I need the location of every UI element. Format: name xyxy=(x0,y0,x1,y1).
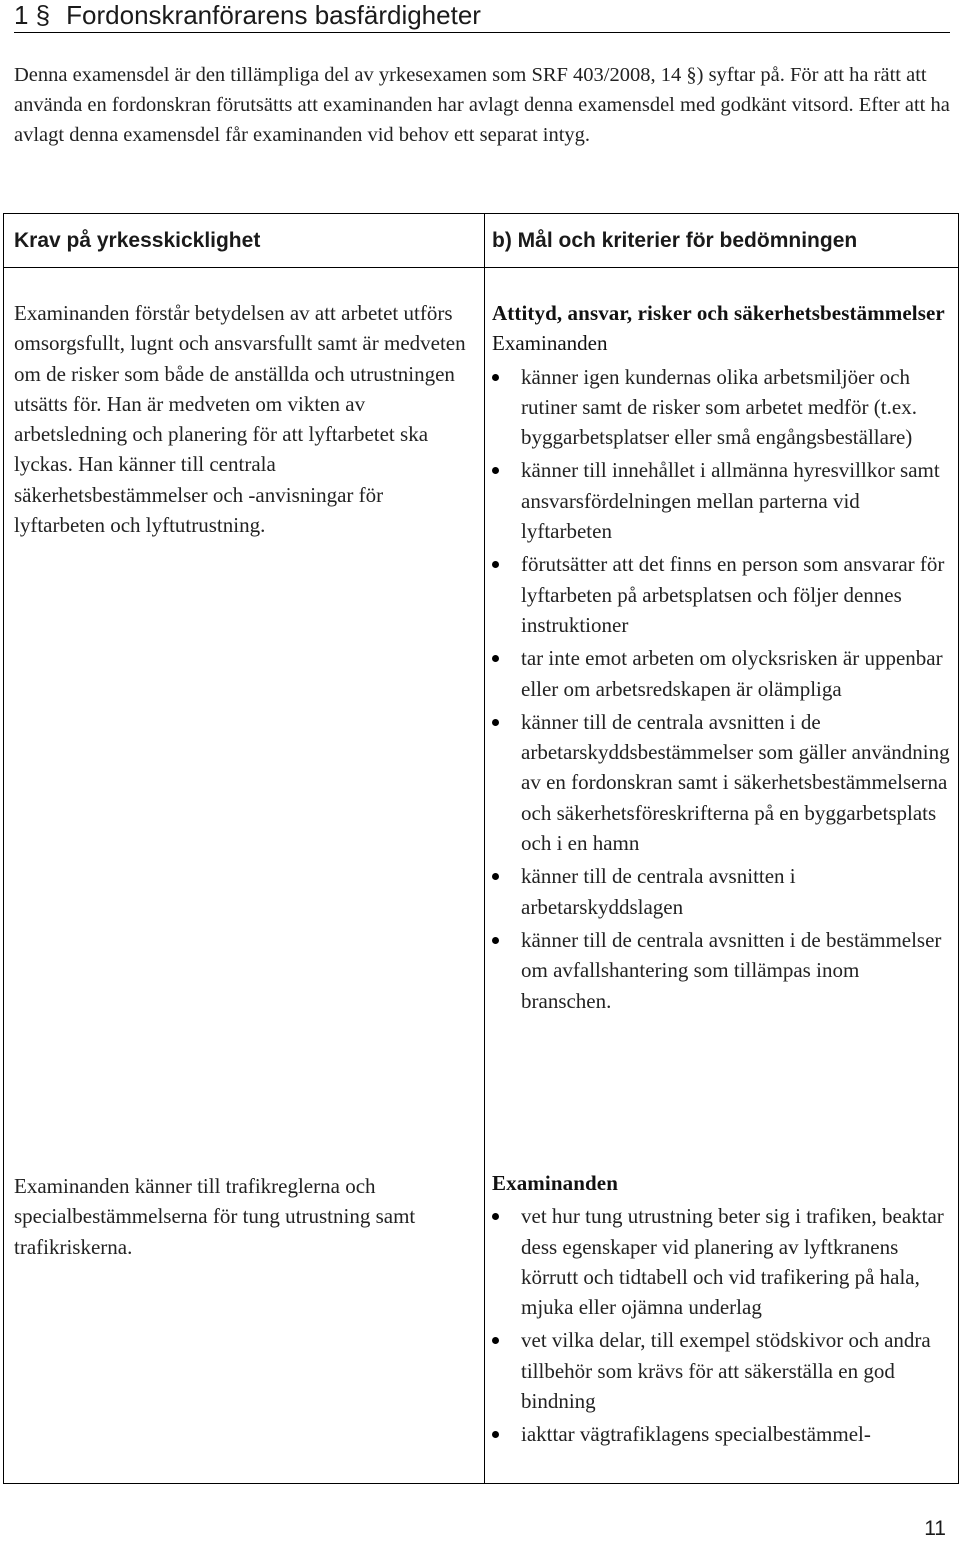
table-body-row xyxy=(4,268,959,1484)
list-item: känner till innehållet i allmänna hyresvillkor samt ansvarsfördelningen mellan parterna vid lyftarbeten xyxy=(492,455,952,546)
intro-paragraph: Denna examensdel är den tillämpliga del av yrkesexamen som SRF 403/2008, 14 §) syftar på. För att ha rätt att använda en fordonskran förutsätts att examinanden har avlagt denna examensdel med godkänt vitsord. Efter att ha avlagt denna examensdel får examinanden vid behov ett separat intyg. xyxy=(14,64,950,146)
body-cell-right xyxy=(485,268,959,1484)
body-cell-left xyxy=(4,268,485,1484)
list-item: känner igen kundernas olika arbetsmiljöer och rutiner samt de risker som arbetet medför (t.ex. byggarbetsplatser eller små engångsbeställare) xyxy=(492,362,952,453)
list-item: vet hur tung utrustning beter sig i trafiken, beaktar dess egenskaper vid planering av lyftkranens körrutt och tidtabell och vid trafikering på hala, mjuka eller ojämna underlag xyxy=(492,1201,952,1322)
table-header-row xyxy=(4,214,959,268)
section-heading xyxy=(14,0,950,33)
col2-header: b) Mål och kriterier för bedömningen xyxy=(492,228,858,252)
bullet-icon xyxy=(492,374,499,381)
bullet-icon xyxy=(492,467,499,474)
bullet-icon xyxy=(492,937,499,944)
list-item: förutsätter att det finns en person som ansvarar för lyftarbeten på arbetsplatsen och följer dennes instruktioner xyxy=(492,549,952,640)
list-item: känner till de centrala avsnitten i arbetarskyddslagen xyxy=(492,861,952,922)
list-item: tar inte emot arbeten om olycksrisken är uppenbar eller om arbetsredskapen är olämpliga xyxy=(492,643,952,704)
header-cell-left xyxy=(4,214,485,268)
section-title: Fordonskranförarens basfärdigheter xyxy=(66,0,481,30)
page-number: 11 xyxy=(924,1517,946,1540)
bullet-icon xyxy=(492,1213,499,1220)
header-cell-right xyxy=(485,214,959,268)
block2-list xyxy=(492,1201,952,1449)
bullet-icon xyxy=(492,561,499,568)
col1-header: Krav på yrkesskicklighet xyxy=(14,228,261,252)
bullet-icon xyxy=(492,655,499,662)
list-item: vet vilka delar, till exempel stödskivor och andra tillbehör som krävs för att säkerställa en god bindning xyxy=(492,1325,952,1416)
bullet-icon xyxy=(492,873,499,880)
criteria-table xyxy=(3,213,959,1484)
bullet-icon xyxy=(492,1431,499,1438)
bullet-icon xyxy=(492,1337,499,1344)
right-block-2 xyxy=(492,1168,952,1450)
bullet-icon xyxy=(492,719,499,726)
list-item: känner till de centrala avsnitten i de arbetarskyddsbestämmelser som gäller användning av en fordonskran samt i säkerhetsbestämmelserna och säkerhetsföreskrifterna på en byggarbetsplats och i en hamn xyxy=(492,707,952,858)
left-paragraph-2: Examinanden känner till trafikreglerna och specialbestämmelserna för tung utrustning samt trafikriskerna. xyxy=(14,1174,416,1259)
section-number: 1 § xyxy=(14,0,51,30)
block1-heading: Attityd, ansvar, risker och säkerhetsbestämmelser xyxy=(492,301,945,325)
left-paragraph-1: Examinanden förstår betydelsen av att arbetet utförs omsorgsfullt, lugnt och ansvarsfullt samt är medveten om de risker som både de anställda och utrustningen utsätts för. Han är medveten om vikten av arbetsledning och planering för att lyftarbetet ska lyckas. Han känner till centrala säkerhetsbestämmelser och -anvisningar för lyftarbeten och lyftutrustning. xyxy=(14,301,466,538)
block2-heading: Examinanden xyxy=(492,1171,618,1195)
right-block-1 xyxy=(492,298,952,1016)
list-item: känner till de centrala avsnitten i de bestämmelser om avfallshantering som tillämpas inom branschen. xyxy=(492,925,952,1016)
list-item: iakttar vägtrafiklagens specialbestämmel- xyxy=(492,1419,952,1449)
block1-list xyxy=(492,362,952,1016)
block1-subheading: Examinanden xyxy=(492,331,608,356)
